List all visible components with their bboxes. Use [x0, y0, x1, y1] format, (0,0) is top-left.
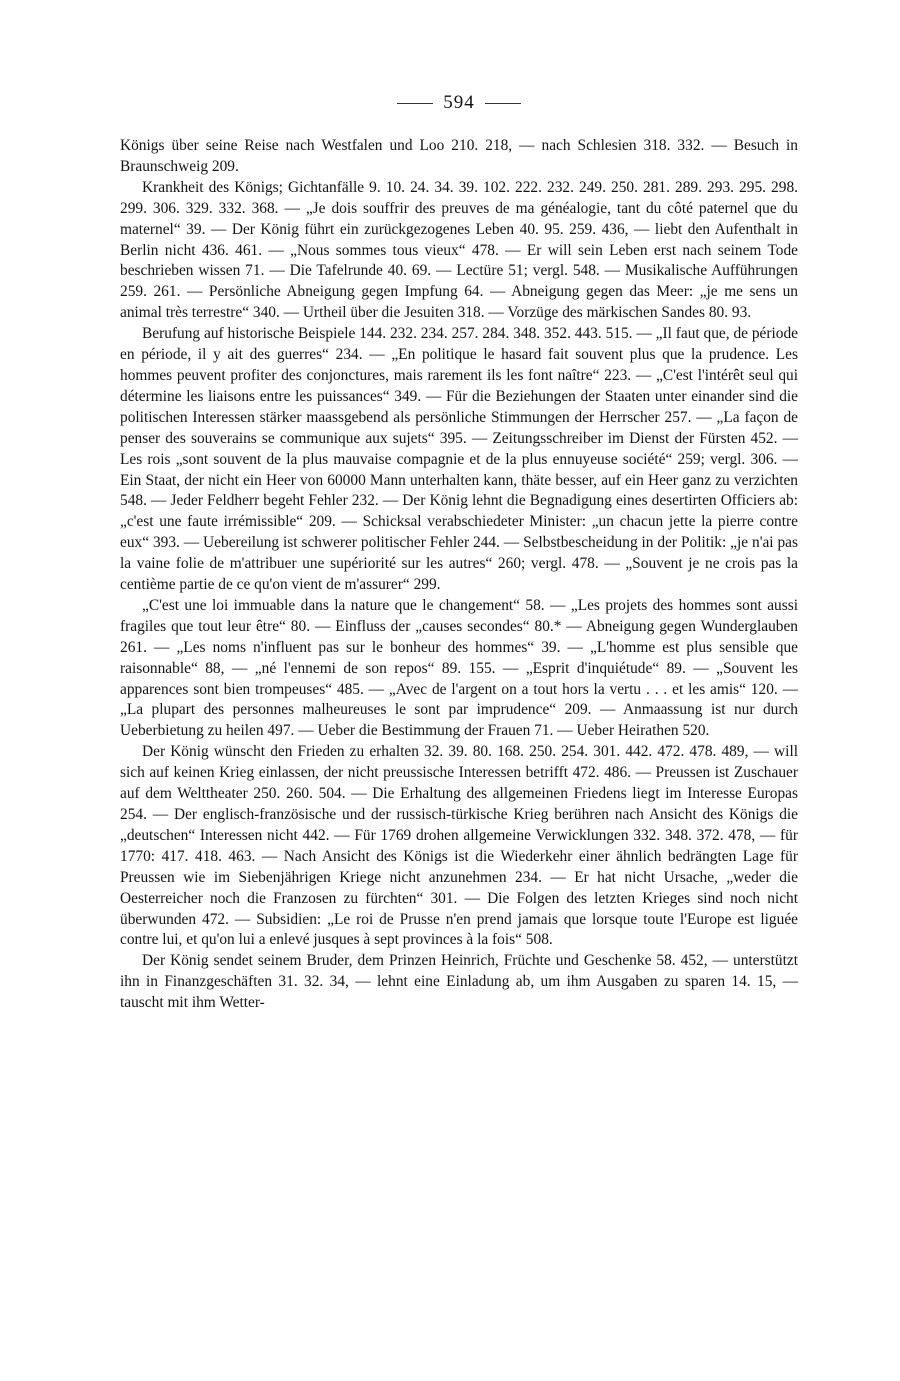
header-rule-left	[397, 103, 433, 104]
page-header	[120, 88, 798, 118]
header-rule-right	[485, 103, 521, 104]
paragraph-maxims: „C'est une loi immuable dans la nature que le changement“ 58. — „Les projets des hommes sont aussi fragiles que tout leur être“ 80. — Einfluss der „causes secondes“ 80.* — Abneigung gegen Wunderglauben 261. — „Les noms n'influent pas sur le bonheur des hommes“ 39. — „L'homme est plus sensible que raisonnable“ 88, — „né l'ennemi de son repos“ 89. 155. — „Esprit d'inquiétude“ 89. — „Souvent les apparences sont bien trompeuses“ 485. — „Avec de l'argent on a tout hors la vertu . . . et les amis“ 120. — „La plupart des personnes malheureuses le sont par imprudence“ 209. — Anmaassung ist nur durch Ueberbietung zu heilen 497. — Ueber die Bestimmung der Frauen 71. — Ueber Heirathen 520.	[120, 596, 798, 740]
paragraph-brother: Der König sendet seinem Bruder, dem Prinzen Heinrich, Früchte und Geschenke 58. 452, — unterstützt ihn in Finanzgeschäften 31. 32. 34, — lehnt eine Einladung ab, um ihm Ausgaben zu sparen 14. 15, — tauscht mit ihm Wetter-	[120, 952, 798, 1012]
paragraph-politics: Berufung auf historische Beispiele 144. 232. 234. 257. 284. 348. 352. 443. 515. — „Il faut que, de période en période, il y ait des guerres“ 234. — „En politique le hasard fait souvent plus que la prudence. Les hommes peuvent profiter des conjonctures, mais rarement ils les font naître“ 223. — „C'est l'intérêt seul qui détermine les liaisons entre les puissances“ 349. — Für die Beziehungen der Staaten unter einander sind die politischen Interessen stärker maassgebend als persönliche Stimmungen der Herrscher 257. — „La façon de penser des souverains se communique aux sujets“ 395. — Zeitungsschreiber im Dienst der Fürsten 452. — Les rois „sont souvent de la plus mauvaise compagnie et de la plus ennuyeuse société“ 259; vergl. 306. — Ein Staat, der nicht ein Heer von 60000 Mann unterhalten kann, thäte besser, auf ein Heer ganz zu verzichten 548. — Jeder Feldherr begeht Fehler 232. — Der König lehnt die Begnadigung eines desertirten Officiers ab: „c'est une faute irrémissible“ 209. — Schicksal verabschiedeter Minister: „un chacun jette la pierre contre eux“ 393. — Uebereilung ist schwerer politischer Fehler 244. — Selbstbescheidung in der Politik: „je n'ai pas la vaine folie de m'attribuer une supériorité sur les autres“ 260; vergl. 478. — „Souvent je ne crois pas la centième partie de ce qu'on vient de m'assurer“ 299.	[120, 325, 798, 594]
paragraph-peace: Der König wünscht den Frieden zu erhalten 32. 39. 80. 168. 250. 254. 301. 442. 472. 478. 489, — will sich auf keinen Krieg einlassen, der nicht preussische Interessen betrifft 472. 486. — Preussen ist Zuschauer auf dem Welttheater 250. 260. 504. — Die Erhaltung des allgemeinen Friedens liegt im Interesse Europas 254. — Der englisch-französische und der russisch-türkische Krieg berühren nach Ansicht des Königs die „deutschen“ Interessen nicht 442. — Für 1769 drohen allgemeine Verwicklungen 332. 348. 372. 478, — für 1770: 417. 418. 463. — Nach Ansicht des Königs ist die Wiederkehr einer ähnlich bedrängten Lage für Preussen wie im Siebenjährigen Kriege nicht anzunehmen 234. — Er hat nicht Ursache, „weder die Oesterreicher noch die Franzosen zu fürchten“ 301. — Die Folgen des letzten Krieges sind noch nicht überwunden 472. — Subsidien: „Le roi de Prusse n'en prend jamais que lorsque toute l'Europe est liguée contre lui, et qu'on lui a enlevé jusques à sept provinces à la fois“ 508.	[120, 743, 798, 949]
page-number: 594	[443, 91, 475, 113]
paragraph-health: Krankheit des Königs; Gichtanfälle 9. 10. 24. 34. 39. 102. 222. 232. 249. 250. 281. 289. 293. 295. 298. 299. 306. 329. 332. 368. — „Je dois souffrir des preuves de ma généalogie, tant du côté paternel que du maternel“ 39. — Der König führt ein zurückgezogenes Leben 40. 95. 259. 436, — liebt den Aufenthalt in Berlin nicht 436. 461. — „Nous sommes tous vieux“ 478. — Er will sein Leben erst nach seinem Tode beschrieben wissen 71. — Die Tafelrunde 40. 69. — Lectüre 51; vergl. 548. — Musikalische Aufführungen 259. 261. — Persönliche Abneigung gegen Impfung 64. — Abneigung gegen das Meer: „je me sens un animal très terrestre“ 340. — Urtheil über die Jesuiten 318. — Vorzüge des märkischen Sandes 80. 93.	[120, 178, 798, 322]
document-page	[120, 88, 798, 1014]
paragraph-continuation: Königs über seine Reise nach Westfalen und Loo 210. 218, — nach Schlesien 318. 332. — Besuch in Braunschweig 209.	[120, 137, 798, 175]
